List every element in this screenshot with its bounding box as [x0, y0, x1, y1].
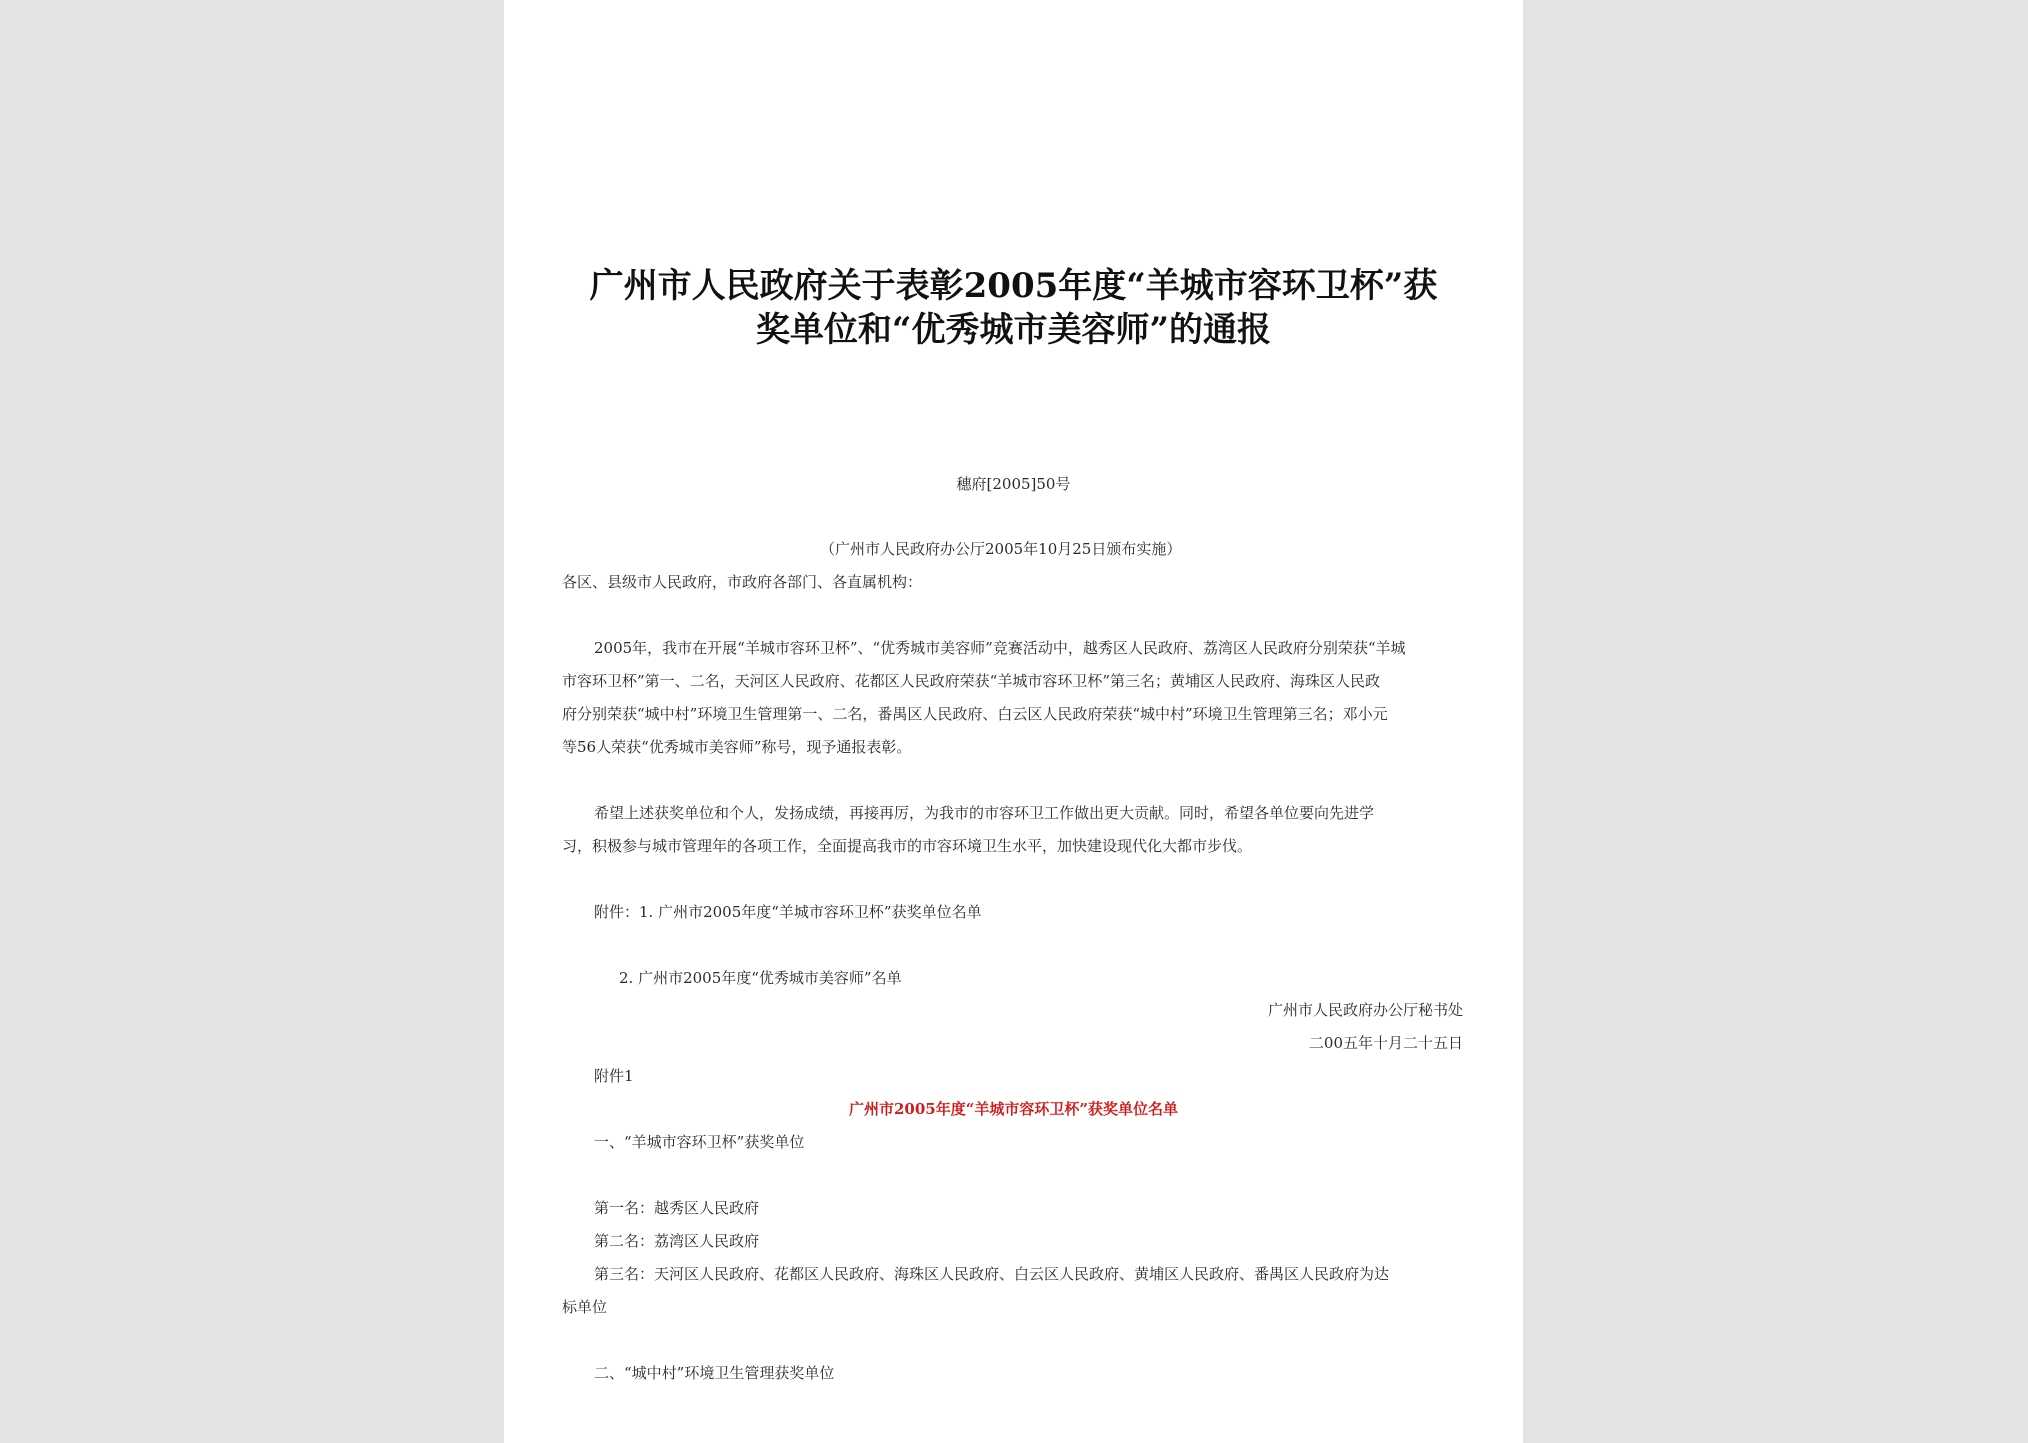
document-title-line-2: 奖单位和“优秀城市美容师”的通报	[755, 310, 1272, 350]
document-title-line-1: 广州市人民政府关于表彰2005年度“羊城市容环卫杯”获	[589, 266, 1438, 306]
paragraph-1-line-1: 2005年，我市在开展“羊城市容环卫杯”、“优秀城市美容师”竞赛活动中，越秀区人民政府、荔湾区人民政府分别荣获“羊城	[594, 639, 1406, 657]
section-2-heading: 二、“城中村”环境卫生管理获奖单位	[594, 1364, 835, 1382]
annex-title: 广州市2005年度“羊城市容环卫杯”获奖单位名单	[848, 1100, 1178, 1118]
paragraph-1-line-2: 市容环卫杯”第一、二名，天河区人民政府、花都区人民政府荣获“羊城市容环卫杯”第三名；黄埔区人民政府、海珠区人民政	[562, 672, 1381, 690]
document-page	[504, 0, 1523, 1443]
annex-label: 附件1	[594, 1067, 634, 1085]
paragraph-1-line-4: 等56人荣获“优秀城市美容师”称号，现予通报表彰。	[562, 738, 912, 756]
paragraph-1-line-3: 府分别荣获“城中村”环境卫生管理第一、二名，番禺区人民政府、白云区人民政府荣获“城中村”环境卫生管理第三名；邓小元	[562, 705, 1388, 723]
paragraph-2-line-2: 习，积极参与城市管理年的各项工作，全面提高我市的市容环境卫生水平，加快建设现代化大都市步伐。	[562, 837, 1253, 855]
signer: 广州市人民政府办公厅秘书处	[1267, 1001, 1463, 1019]
rank-1: 第一名：越秀区人民政府	[594, 1199, 760, 1217]
paragraph-2-line-1: 希望上述获奖单位和个人，发扬成绩，再接再厉，为我市的市容环卫工作做出更大贡献。同时，希望各单位要向先进学	[594, 804, 1375, 822]
rank-3-line-1: 第三名：天河区人民政府、花都区人民政府、海珠区人民政府、白云区人民政府、黄埔区人民政府、番禺区人民政府为达	[594, 1265, 1390, 1283]
document-date: 二00五年十月二十五日	[1308, 1034, 1463, 1052]
document-number: 穗府[2005]50号	[956, 475, 1071, 493]
salutation: 各区、县级市人民政府，市政府各部门、各直属机构：	[562, 573, 923, 591]
rank-3-line-2: 标单位	[562, 1298, 608, 1316]
attachment-2: 2. 广州市2005年度“优秀城市美容师”名单	[619, 969, 902, 987]
section-1-heading: 一、“羊城市容环卫杯”获奖单位	[594, 1133, 805, 1151]
rank-2: 第二名：荔湾区人民政府	[594, 1232, 760, 1250]
attachment-1: 附件：1. 广州市2005年度“羊城市容环卫杯”获奖单位名单	[594, 903, 982, 921]
issued-note: （广州市人民政府办公厅2005年10月25日颁布实施）	[820, 540, 1182, 558]
